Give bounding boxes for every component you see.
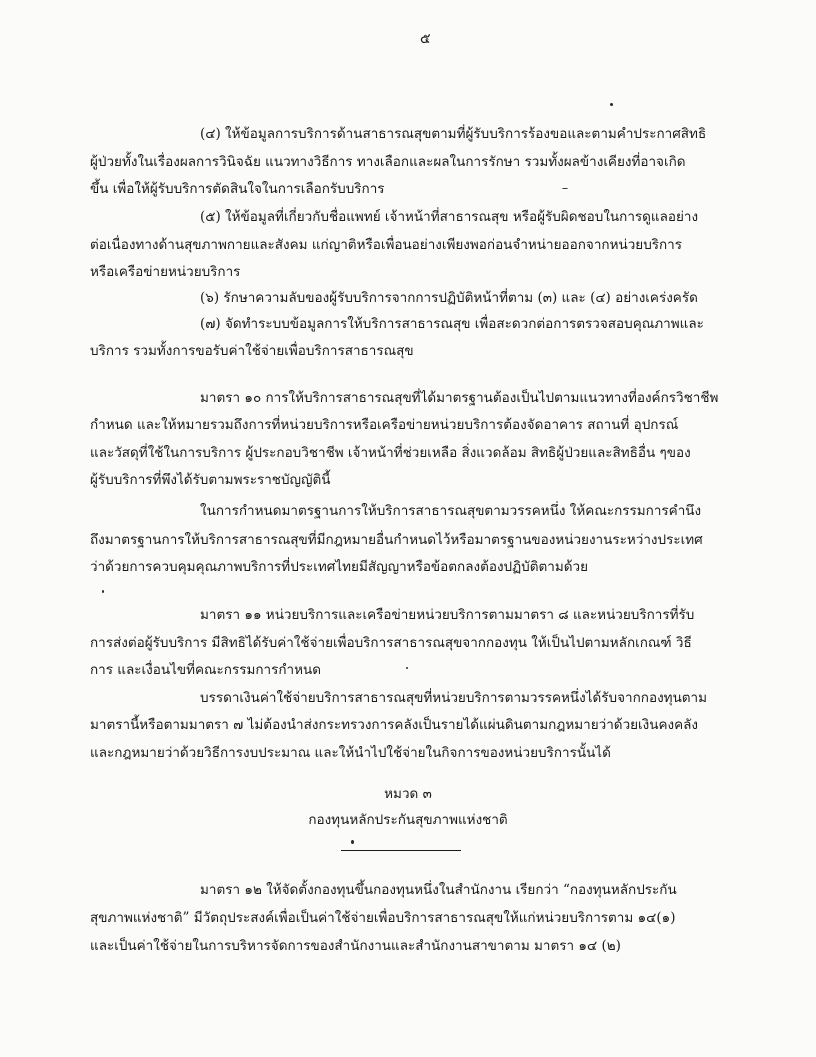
section-12-line-3: และเป็นค่าใช้จ่ายในการบริหารจัดการของสำนักงานและสำนักงานสาขาตาม มาตรา ๑๔ (๒)	[90, 938, 621, 954]
section-10-line-2: กำหนด และให้หมายรวมถึงการที่หน่วยบริการหรือเครือข่ายหน่วยบริการต้องจัดอาคาร สถานที่ อุปกรณ์	[90, 417, 679, 433]
section-11-line-1: มาตรา ๑๑ หน่วยบริการและเครือข่ายหน่วยบริการตามมาตรา ๘ และหน่วยบริการที่รับ	[200, 607, 695, 623]
item-4-line-2: ผู้ป่วยทั้งในเรื่องผลการวินิจฉัย แนวทางวิธีการ ทางเลือกและผลในการรักษา รวมทั้งผลข้างเคียงที่อาจเกิด	[90, 154, 686, 170]
item-5-line-3: หรือเครือข่ายหน่วยบริการ	[90, 264, 241, 280]
section-11-para-2-line-3: และกฎหมายว่าด้วยวิธีการงบประมาณ และให้นำไปใช้จ่ายในกิจการของหน่วยบริการนั้นได้	[90, 745, 611, 761]
scan-speck	[610, 103, 613, 106]
scan-speck	[562, 188, 568, 189]
item-5-line-1: (๕) ให้ข้อมูลที่เกี่ยวกับชื่อแพทย์ เจ้าหน้าที่สาธารณสุข หรือผู้รับผิดชอบในการดูแลอย่าง	[200, 209, 699, 225]
section-12-line-1: มาตรา ๑๒ ให้จัดตั้งกองทุนขึ้นกองทุนหนึ่งในสำนักงาน เรียกว่า “กองทุนหลักประกัน	[200, 882, 677, 898]
section-12-line-2: สุขภาพแห่งชาติ” มีวัตถุประสงค์เพื่อเป็นค่าใช้จ่ายเพื่อบริการสาธารณสุขให้แก่หน่วยบริการตาม ๑๔(๑)	[90, 910, 676, 926]
scan-speck	[351, 840, 354, 844]
item-7-line-2: บริการ รวมทั้งการขอรับค่าใช้จ่ายเพื่อบริการสาธารณสุข	[90, 343, 414, 359]
item-4-line-1: (๔) ให้ข้อมูลการบริการด้านสาธารณสุขตามที่ผู้รับบริการร้องขอและตามคำประกาศสิทธิ	[200, 126, 707, 142]
item-4-line-3: ขึ้น เพื่อให้ผู้รับบริการตัดสินใจในการเลือกรับบริการ	[90, 181, 385, 197]
section-10-para-2-line-2: ถึงมาตรฐานการให้บริการสาธารณสุขที่มีกฎหมายอื่นกำหนดไว้หรือมาตรฐานของหน่วยงานระหว่างประเทศ	[90, 532, 703, 548]
scan-speck	[102, 590, 104, 593]
section-11-line-3: การ และเงื่อนไขที่คณะกรรมการกำหนด	[90, 662, 322, 678]
item-5-line-2: ต่อเนื่องทางด้านสุขภาพกายและสังคม แก่ญาติหรือเพื่อนอย่างเพียงพอก่อนจำหน่ายออกจากหน่วยบริการ	[90, 237, 683, 253]
section-11-line-2: การส่งต่อผู้รับบริการ มีสิทธิได้รับค่าใช้จ่ายเพื่อบริการสาธารณสุขจากกองทุน ให้เป็นไปตามหลักเกณฑ์ วิธี	[90, 635, 692, 651]
scan-speck	[406, 667, 408, 669]
item-7-line-1: (๗) จัดทำระบบข้อมูลการให้บริการสาธารณสุข เพื่อสะดวกต่อการตรวจสอบคุณภาพและ	[200, 316, 704, 332]
section-10-line-4: ผู้รับบริการที่พึงได้รับตามพระราชบัญญัตินี้	[90, 472, 331, 488]
section-10-line-1: มาตรา ๑๐ การให้บริการสาธารณสุขที่ได้มาตรฐานต้องเป็นไปตามแนวทางที่องค์กรวิชาชีพ	[200, 390, 719, 406]
page-number: ๕	[420, 31, 431, 47]
section-11-para-2-line-2: มาตรานี้หรือตามมาตรา ๗ ไม่ต้องนำส่งกระทรวงการคลังเป็นรายได้แผ่นดินตามกฎหมายว่าด้วยเงินคงคลัง	[90, 717, 699, 733]
chapter-divider	[341, 850, 461, 851]
section-10-line-3: และวัสดุที่ใช้ในการบริการ ผู้ประกอบวิชาชีพ เจ้าหน้าที่ช่วยเหลือ สิ่งแวดล้อม สิทธิผู้ป่วยและสิทธิอื่น ๆของ	[90, 445, 691, 461]
section-10-para-2-line-1: ในการกำหนดมาตรฐานการให้บริการสาธารณสุขตามวรรคหนึ่ง ให้คณะกรรมการคำนึง	[200, 503, 702, 519]
chapter-title: กองทุนหลักประกันสุขภาพแห่งชาติ	[308, 812, 508, 828]
chapter-heading: หมวด ๓	[384, 786, 432, 802]
section-11-para-2-line-1: บรรดาเงินค่าใช้จ่ายบริการสาธารณสุขที่หน่วยบริการตามวรรคหนึ่งได้รับจากกองทุนตาม	[200, 690, 708, 706]
item-6-line-1: (๖) รักษาความลับของผู้รับบริการจากการปฏิบัติหน้าที่ตาม (๓) และ (๔) อย่างเคร่งครัด	[200, 290, 698, 306]
section-10-para-2-line-3: ว่าด้วยการควบคุมคุณภาพบริการที่ประเทศไทยมีสัญญาหรือข้อตกลงต้องปฏิบัติตามด้วย	[90, 559, 589, 575]
